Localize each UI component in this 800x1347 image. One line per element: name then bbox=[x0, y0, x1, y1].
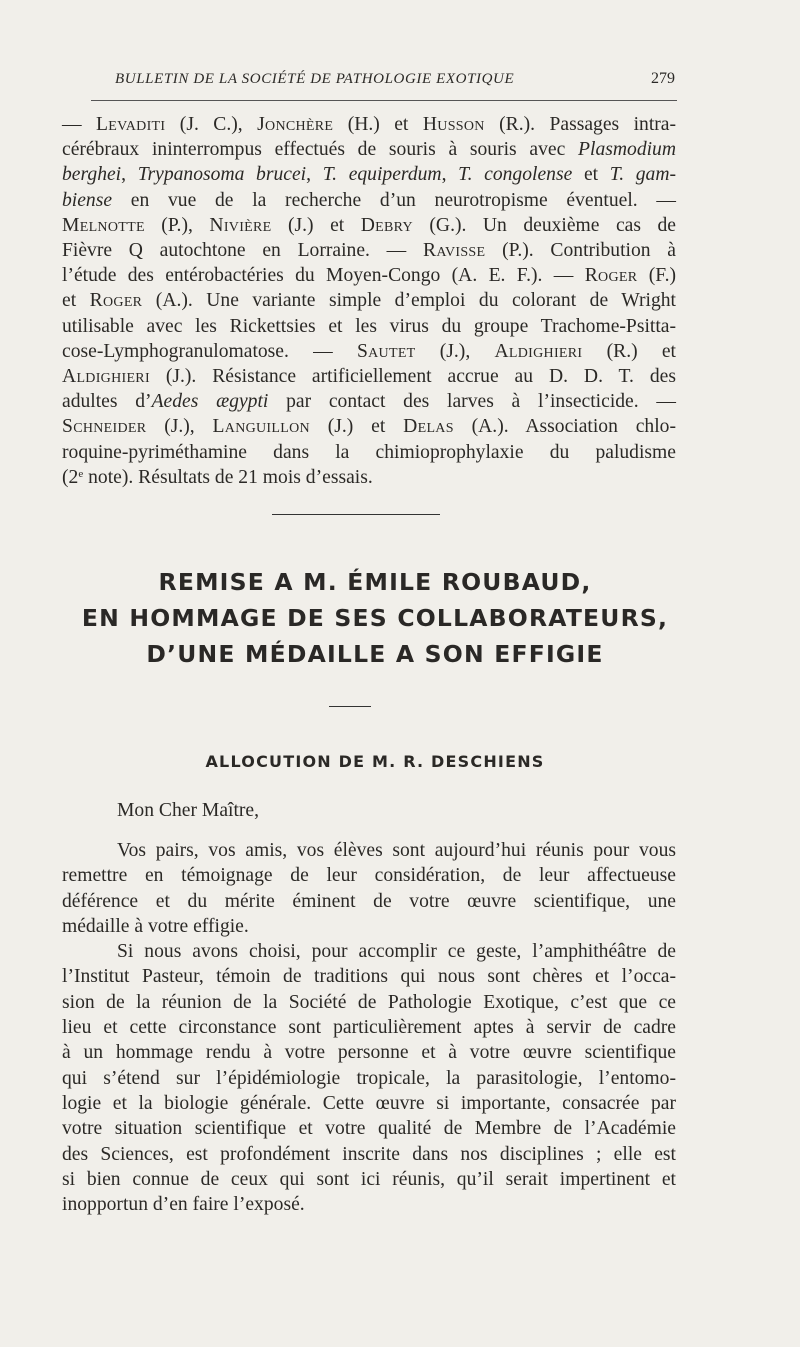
title-line: D’UNE MÉDAILLE A SON EFFIGIE bbox=[146, 640, 604, 668]
reference-list bbox=[62, 112, 676, 490]
body-line: votre situation scientifique et votre qualité de Membre de l’Académie bbox=[62, 1118, 676, 1140]
body-line: inopportun d’en faire l’exposé. bbox=[62, 1194, 305, 1216]
reference-line: Schneider (J.), Languillon (J.) et Delas (A.). Association chlo- bbox=[62, 416, 676, 438]
reference-line: cérébraux ininterrompus effectués de souris à souris avec Plasmodium bbox=[62, 139, 676, 161]
title-line: EN HOMMAGE DE SES COLLABORATEURS, bbox=[81, 604, 669, 632]
body-line: déférence et du mérite éminent de votre œuvre scientifique, une bbox=[62, 890, 676, 912]
reference-line: adultes d’Aedes ægypti par contact des larves à l’insecticide. — bbox=[62, 391, 676, 413]
body-line: Vos pairs, vos amis, vos élèves sont aujourd’hui réunis pour vous bbox=[117, 840, 676, 861]
body-line: à un hommage rendu à votre personne et à votre œuvre scientifique bbox=[62, 1042, 676, 1064]
reference-line: et Roger (A.). Une variante simple d’emploi du colorant de Wright bbox=[62, 290, 676, 312]
body-line: qui s’étend sur l’épidémiologie tropicale, la parasitologie, l’entomo- bbox=[62, 1067, 676, 1089]
reference-line: Fièvre Q autochtone en Lorraine. — Ravisse (P.). Contribution à bbox=[62, 240, 676, 262]
reference-line: Aldighieri (J.). Résistance artificiellement accrue au D. D. T. des bbox=[62, 366, 676, 388]
reference-line: — Levaditi (J. C.), Jonchère (H.) et Husson (R.). Passages intra- bbox=[62, 114, 677, 135]
body-line: médaille à votre effigie. bbox=[62, 915, 249, 937]
title-line: REMISE A M. ÉMILE ROUBAUD, bbox=[158, 568, 592, 596]
body-line: logie et la biologie générale. Cette œuvre si importante, consacrée par bbox=[62, 1092, 676, 1114]
body-line: lieu et cette circonstance sont particulièrement aptes à servir de cadre bbox=[62, 1017, 676, 1039]
body-line: si bien connue de ceux qui sont ici réunis, qu’il serait impertinent et bbox=[62, 1168, 676, 1190]
body-line: sion de la réunion de la Société de Pathologie Exotique, c’est que ce bbox=[62, 991, 676, 1013]
reference-line: berghei, Trypanosoma brucei, T. equiperdum, T. congolense et T. gam- bbox=[62, 164, 677, 186]
reference-line: (2e note). Résultats de 21 mois d’essais. bbox=[62, 466, 373, 488]
body-line: Si nous avons choisi, pour accomplir ce geste, l’amphithéâtre de bbox=[117, 941, 676, 963]
body-text bbox=[62, 838, 676, 1217]
reference-line: cose-Lymphogranulomatose. — Sautet (J.), Aldighieri (R.) et bbox=[62, 340, 676, 362]
header-rule bbox=[91, 100, 677, 101]
salutation: Mon Cher Maître, bbox=[117, 800, 260, 821]
body-line: des Sciences, est profondément inscrite dans nos disciplines ; elle est bbox=[62, 1143, 676, 1165]
body-line: remettre en témoignage de leur considération, de leur affectueuse bbox=[62, 865, 676, 887]
article-title bbox=[60, 564, 690, 672]
title-rule bbox=[329, 706, 371, 707]
paragraph bbox=[62, 838, 676, 939]
reference-line: roquine-pyriméthamine dans la chimioprophylaxie du paludisme bbox=[62, 441, 676, 463]
running-header bbox=[115, 70, 675, 88]
reference-line: Melnotte (P.), Nivière (J.) et Debry (G.). Un deuxième cas de bbox=[62, 214, 676, 236]
running-title: BULLETIN DE LA SOCIÉTÉ DE PATHOLOGIE EXOTIQUE bbox=[115, 71, 515, 87]
reference-line: l’étude des entérobactéries du Moyen-Congo (A. E. F.). — Roger (F.) bbox=[62, 265, 676, 287]
reference-line: biense en vue de la recherche d’un neurotropisme éventuel. — bbox=[62, 189, 676, 211]
paragraph bbox=[62, 939, 676, 1217]
reference-line: utilisable avec les Rickettsies et les virus du groupe Trachome-Psitta- bbox=[62, 315, 676, 337]
section-subtitle: ALLOCUTION DE M. R. DESCHIENS bbox=[205, 752, 545, 771]
body-line: l’Institut Pasteur, témoin de traditions qui nous sont chères et l’occa- bbox=[62, 966, 676, 988]
section-separator bbox=[272, 514, 440, 515]
page-number: 279 bbox=[651, 70, 675, 87]
